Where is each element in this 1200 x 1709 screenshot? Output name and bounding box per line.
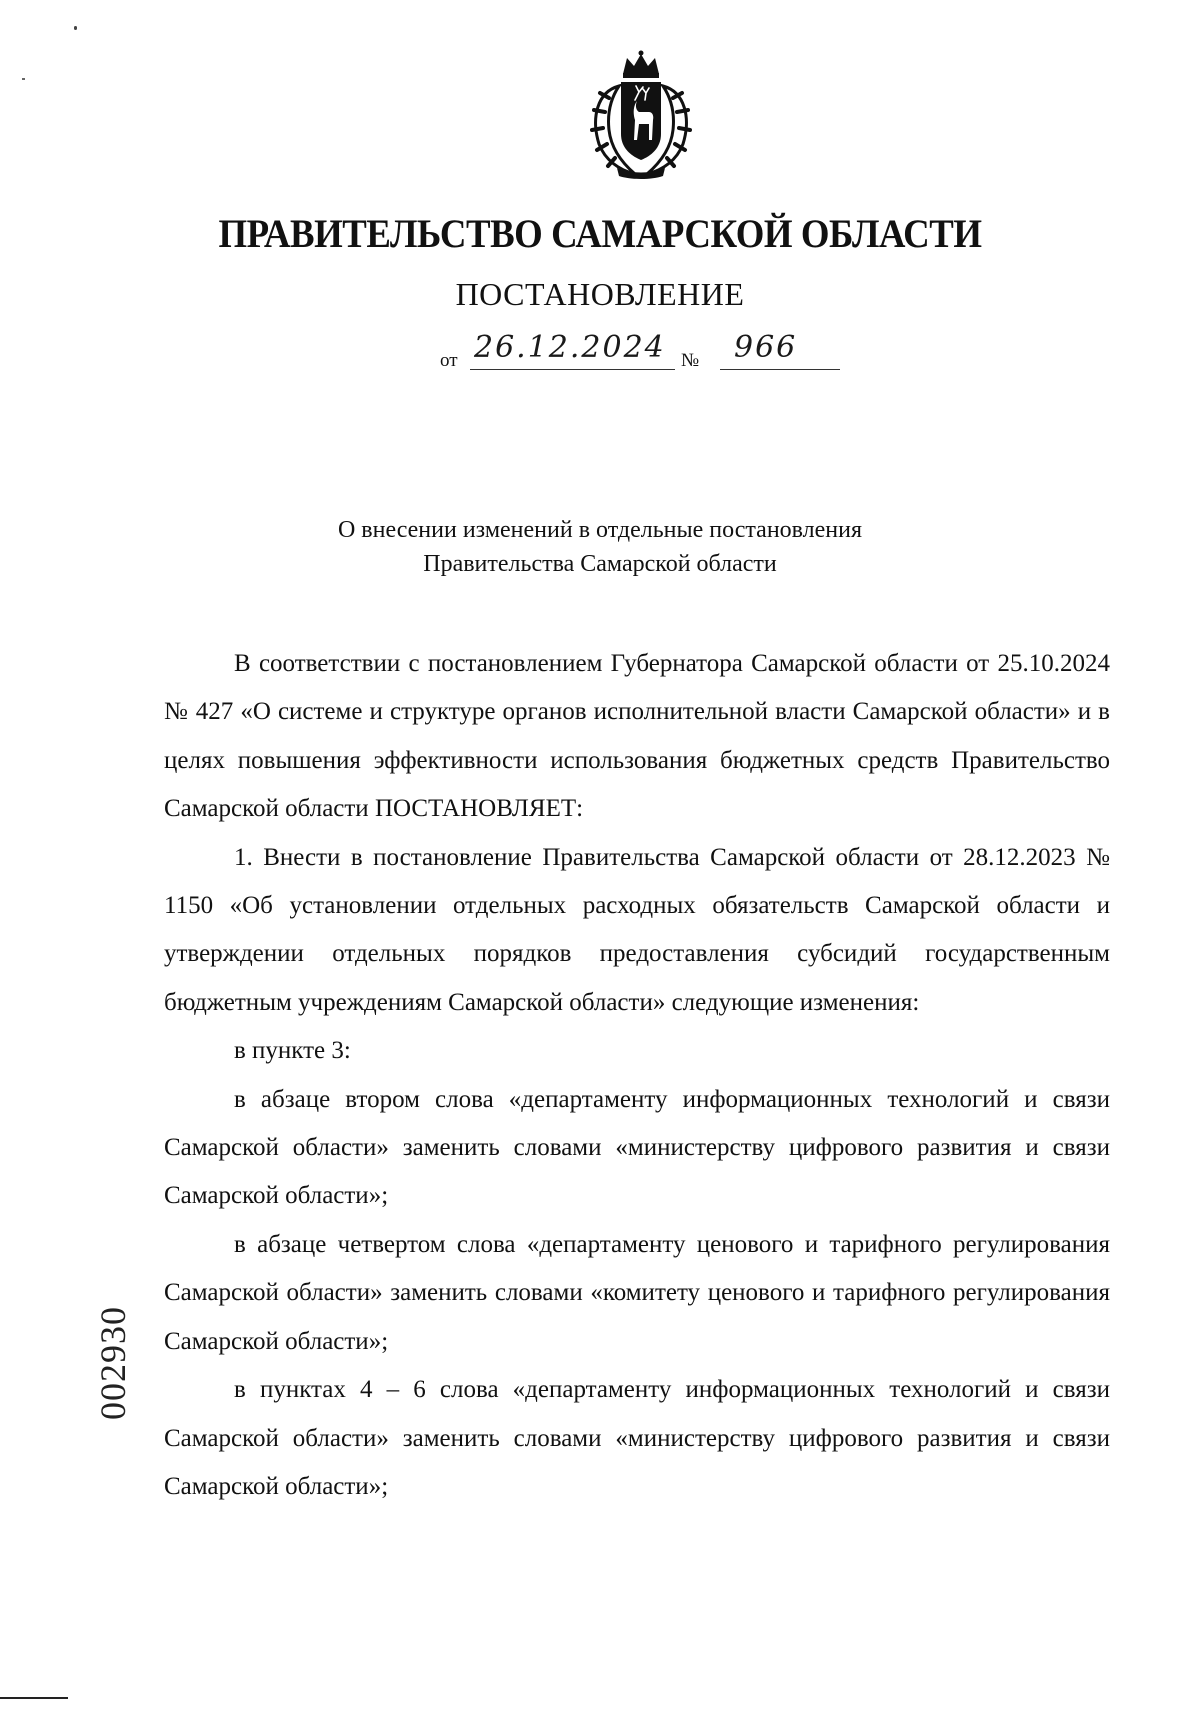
body-paragraph: в пункте 3: — [234, 1037, 351, 1065]
subject-line: О внесении изменений в отдельные постановления — [337, 517, 863, 543]
document-type: ПОСТАНОВЛЕНИЕ — [455, 276, 745, 312]
handwritten-date: 26.12.2024 — [474, 330, 666, 365]
bottom-rule — [0, 1697, 68, 1699]
margin-serial-number: 002930 — [93, 1306, 133, 1420]
scan-speck — [74, 26, 77, 30]
date-label: от — [440, 350, 458, 371]
date-number-row — [440, 330, 840, 374]
coat-of-arms-icon — [579, 48, 703, 180]
subject-line: Правительства Самарской области — [423, 551, 777, 577]
document-subject — [0, 513, 1200, 581]
scan-speck — [22, 78, 25, 80]
body-paragraph: В соответствии с постановлением Губернатора Самарской области от 25.10.2024 № 427 «О системе и структуре органов исполнительной власти Самарской области» и в целях повышения эффективности использования бюджетных средств Правительство Самарской области ПОСТАНОВЛЯЕТ: — [164, 650, 1110, 823]
date-underline — [470, 369, 675, 370]
body-paragraph: в абзаце втором слова «департаменту информационных технологий и связи Самарской области» заменить словами «министерству цифрового развития и связи Самарской области»; — [164, 1085, 1110, 1210]
handwritten-number: 966 — [734, 330, 798, 365]
body-paragraph: 1. Внести в постановление Правительства Самарской области от 28.12.2023 № 1150 «Об установлении отдельных расходных обязательств Самарской области и утверждении отдельных порядков предоставления субсидий государственным бюджетным учреждениям Самарской области» следующие изменения: — [164, 843, 1110, 1016]
body-paragraph: в пунктах 4 – 6 слова «департаменту информационных технологий и связи Самарской области» заменить словами «министерству цифрового развития и связи Самарской области»; — [164, 1376, 1110, 1500]
number-underline — [720, 369, 840, 370]
government-title: ПРАВИТЕЛЬСТВО САМАРСКОЙ ОБЛАСТИ — [218, 211, 982, 256]
number-label: № — [681, 350, 700, 371]
body-paragraph: в абзаце четвертом слова «департаменту ценового и тарифного регулирования Самарской области» заменить словами «комитету ценового и тарифного регулирования Самарской области»; — [164, 1230, 1110, 1355]
document-body — [164, 640, 1110, 1511]
